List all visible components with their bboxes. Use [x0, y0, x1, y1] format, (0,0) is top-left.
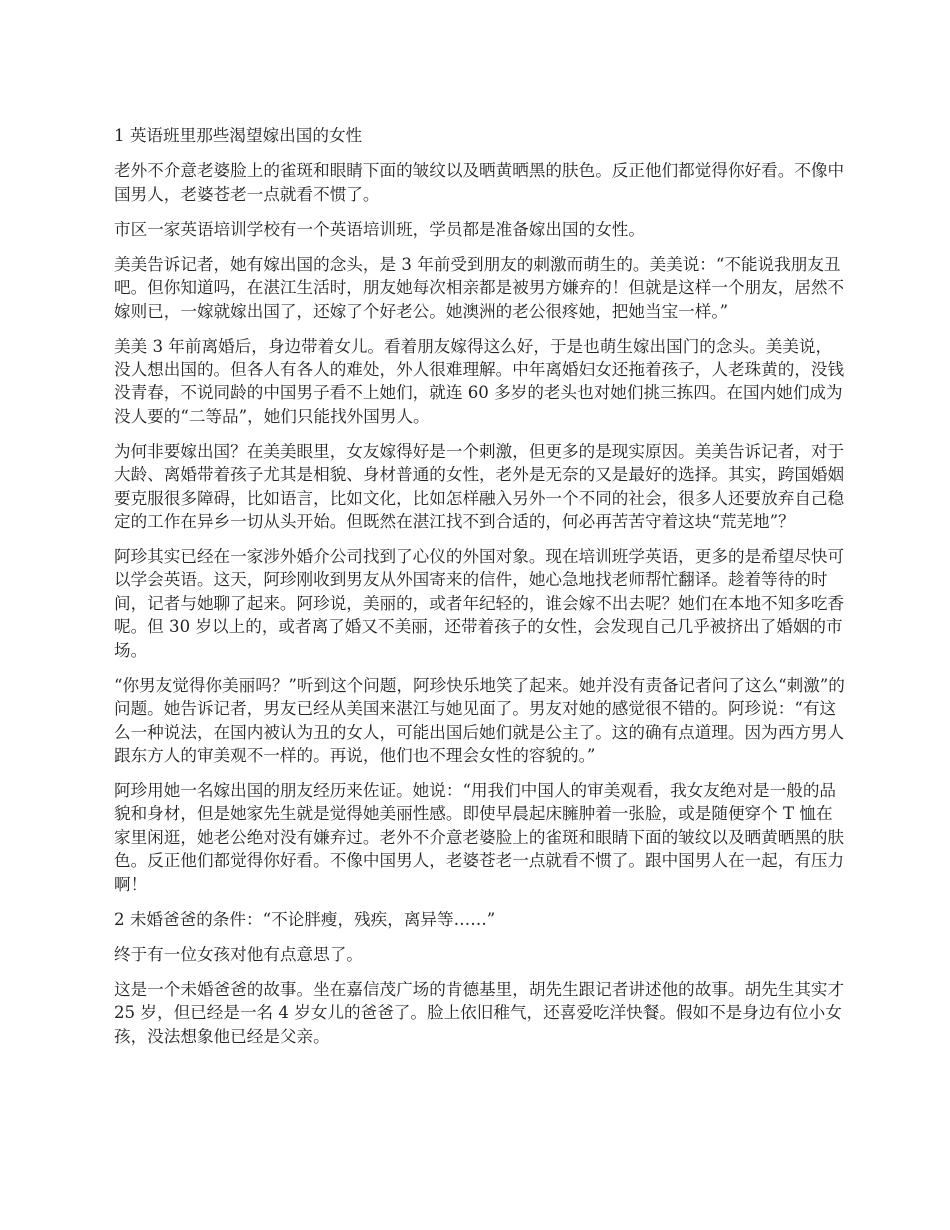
document-body [114, 124, 846, 1060]
paragraph-2: 市区一家英语培训学校有一个英语培训班，学员都是准备嫁出国的女性。 [114, 219, 645, 239]
section-heading-2: 2 未婚爸爸的条件：“不论胖瘦，残疾，离异等……” [114, 909, 496, 929]
paragraph-6: 阿珍其实已经在一家涉外婚介公司找到了心仪的外国对象。现在培训班学英语，更多的是希望尽快可以学会英语。这天，阿珍刚收到男友从外国寄来的信件，她心急地找老师帮忙翻译。趁着等待的时间，记者与她聊了起来。阿珍说，美丽的，或者年纪轻的，谁会嫁不出去呢？她们在本地不知多吃香呢。但 30 岁以上的，或者离了婚又不美丽，还带着孩子的女性，会发现自己几乎被挤出了婚姻的市场。 [114, 547, 845, 660]
paragraph-4: 美美 3 年前离婚后，身边带着女儿。看着朋友嫁得这么好，于是也萌生嫁出国门的念头。美美说，没人想出国的。但各人有各人的难处，外人很难理解。中年离婚妇女还拖着孩子，人老珠黄的，没钱没青春，不说同龄的中国男子看不上她们，就连 60 多岁的老头也对她们挑三拣四。在国内她们成为没人要的“二等品”，她们只能找外国男人。 [114, 336, 845, 426]
section-heading-1: 1 英语班里那些渴望嫁出国的女性 [114, 126, 363, 145]
paragraph-8: 阿珍用她一名嫁出国的朋友经历来佐证。她说：“用我们中国人的审美观看，我女友绝对是一般的品貌和身材，但是她家先生就是觉得她美丽性感。即使早晨起床臃肿着一张脸，或是随便穿个 T 恤在家里闲逛，她老公绝对没有嫌弃过。老外不介意老婆脸上的雀斑和眼睛下面的皱纹以及晒黄晒黑的肤色。反正他们都觉得你好看。不像中国男人，老婆苍老一点就看不惯了。跟中国男人在一起，有压力啊！ [114, 780, 845, 894]
paragraph-7: “你男友觉得你美丽吗？”听到这个问题，阿珍快乐地笑了起来。她并没有责备记者问了这么“刺激”的问题。她告诉记者，男友已经从美国来湛江与她见面了。男友对她的感觉很不错的。阿珍说：“有这么一种说法，在国内被认为丑的女人，可能出国后她们就是公主了。这的确有点道理。因为西方男人跟东方人的审美观不一样的。再说，他们也不理会女性的容貌的。” [114, 675, 845, 765]
paragraph-1: 老外不介意老婆脸上的雀斑和眼睛下面的皱纹以及晒黄晒黑的肤色。反正他们都觉得你好看。不像中国男人，老婆苍老一点就看不惯了。 [114, 161, 845, 204]
paragraph-3: 美美告诉记者，她有嫁出国的念头，是 3 年前受到朋友的刺激而萌生的。美美说：“不能说我朋友丑吧。但你知道吗，在湛江生活时，朋友她每次相亲都是被男方嫌弃的！但就是这样一个朋友，居然不嫁则已，一嫁就嫁出国了，还嫁了个好老公。她澳洲的老公很疼她，把她当宝一样。” [114, 254, 845, 321]
paragraph-5: 为何非要嫁出国？在美美眼里，女友嫁得好是一个刺激，但更多的是现实原因。美美告诉记者，对于大龄、离婚带着孩子尤其是相貌、身材普通的女性，老外是无奈的又是最好的选择。其实，跨国婚姻要克服很多障碍，比如语言，比如文化，比如怎样融入另外一个不同的社会，很多人还要放弃自己稳定的工作在异乡一切从头开始。但既然在湛江找不到合适的，何必再苦苦守着这块“荒芜地”？ [114, 441, 845, 532]
paragraph-9: 终于有一位女孩对他有点意思了。 [114, 944, 363, 964]
paragraph-10: 这是一个未婚爸爸的故事。坐在嘉信茂广场的肯德基里，胡先生跟记者讲述他的故事。胡先生其实才 25 岁，但已经是一名 4 岁女儿的爸爸了。脸上依旧稚气，还喜爱吃洋快餐。假如不是身边有位小女孩，没法想象他已经是父亲。 [114, 979, 845, 1046]
